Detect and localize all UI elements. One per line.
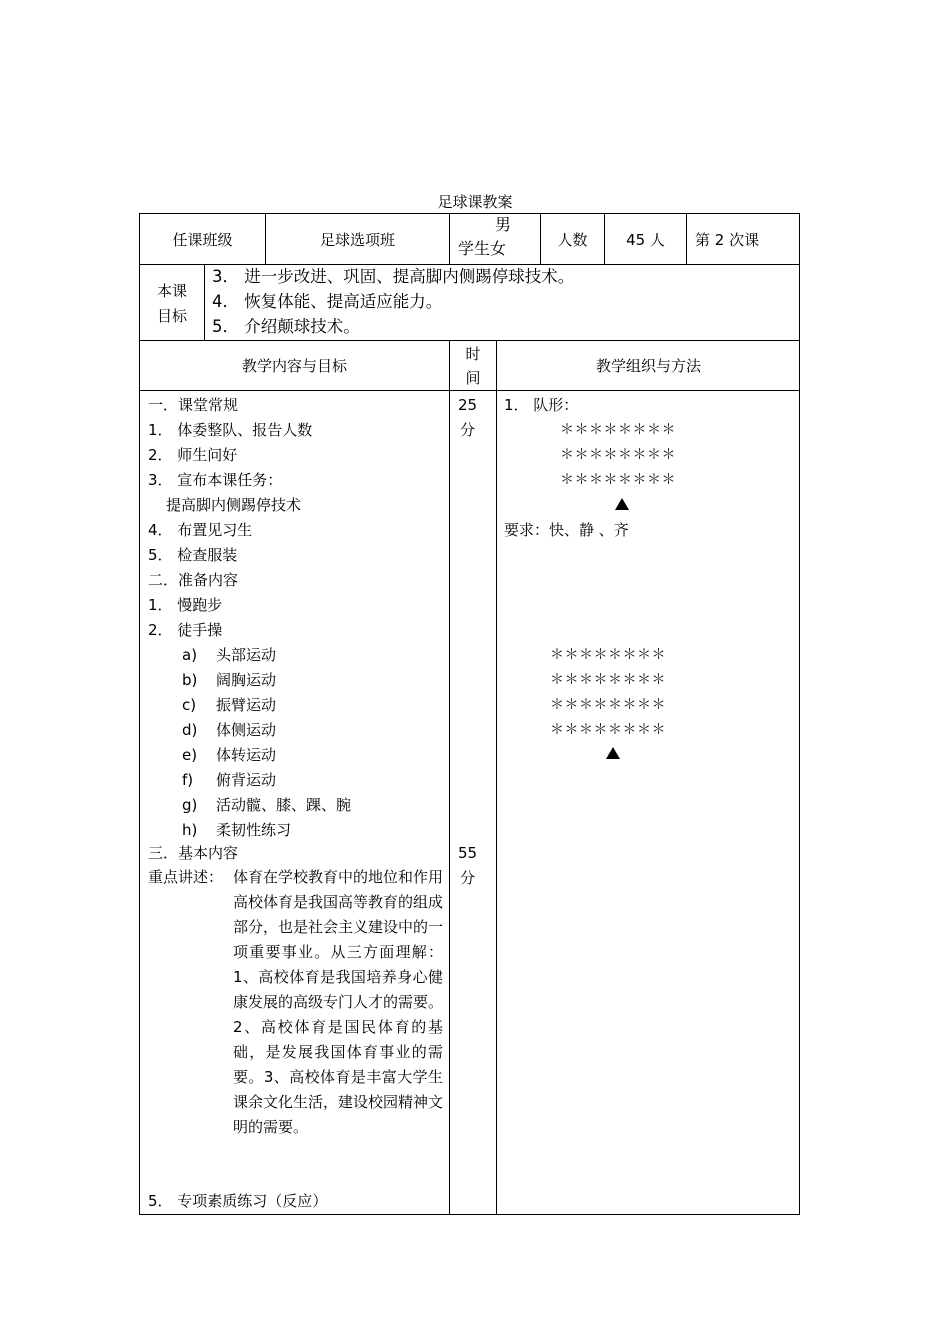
exercise-text: 阔胸运动: [216, 671, 277, 689]
col-divider: [496, 340, 497, 1215]
list-item: 提高脚内侧踢停技术: [166, 496, 302, 514]
section-heading: 二．准备内容: [148, 571, 239, 589]
col-divider: [686, 213, 687, 264]
gender-bottom: 学生女: [458, 239, 507, 258]
list-item: 2． 徒手操: [148, 621, 223, 639]
exercise-letter: d): [182, 721, 198, 739]
exercise-text: 振臂运动: [216, 696, 277, 714]
goal-item: 4． 恢复体能、提高适应能力。: [212, 292, 443, 311]
list-item: 4． 布置见习生: [148, 521, 253, 539]
row-divider: [139, 340, 800, 341]
exercise-letter: e): [182, 746, 198, 764]
lesson-number: 第 2 次课: [695, 231, 760, 249]
formation-row: ＊＊＊＊＊＊＊＊: [550, 672, 666, 688]
exercise-text: 活动髋、膝、踝、腕: [216, 796, 352, 814]
goals-label-1: 本课: [156, 282, 187, 300]
content-column-header: 教学内容与目标: [241, 357, 347, 375]
col-divider: [204, 264, 205, 340]
exercise-letter: a): [182, 646, 198, 664]
list-item: 1． 体委整队、报告人数: [148, 421, 313, 439]
goal-item: 3． 进一步改进、巩固、提高脚内侧踢停球技术。: [212, 267, 575, 286]
list-item: 2． 师生问好: [148, 446, 238, 464]
teacher-marker-icon: [615, 498, 629, 510]
list-item: 5． 专项素质练习（反应）: [148, 1192, 328, 1210]
method-column-header: 教学组织与方法: [595, 357, 701, 375]
time-value: 25: [458, 396, 478, 414]
list-item: 5． 检查服装: [148, 546, 238, 564]
formation-label: 1． 队形：: [504, 396, 579, 414]
list-item: 1． 慢跑步: [148, 596, 223, 614]
exercise-text: 体侧运动: [216, 721, 277, 739]
exercise-letter: f): [182, 771, 194, 789]
class-value: 足球选项班: [319, 231, 395, 249]
col-divider: [449, 340, 450, 1215]
exercise-letter: b): [182, 671, 198, 689]
focus-label: 重点讲述：: [148, 868, 224, 886]
section-heading: 一．课堂常规: [148, 396, 239, 414]
formation-row: ＊＊＊＊＊＊＊＊: [550, 697, 666, 713]
section-heading: 三．基本内容: [148, 844, 239, 862]
count-value: 45 人: [626, 231, 665, 249]
goal-item: 5． 介绍颠球技术。: [212, 317, 360, 336]
exercise-text: 体转运动: [216, 746, 277, 764]
col-divider: [449, 213, 450, 264]
time-header-2: 间: [465, 369, 481, 387]
time-header-1: 时: [465, 345, 481, 363]
time-unit: 分: [460, 869, 476, 887]
focus-paragraph: 体育在学校教育中的地位和作用高校体育是我国高等教育的组成部分，也是社会主义建设中的一项重要事业。从三方面理解：1、高校体育是我国培养身心健康发展的高级专门人才的需要。2、高校体育是国民体育的基础，是发展我国体育事业的需要。3、高校体育是丰富大学生课余文化生活，建设校园精神文明的需要。: [233, 868, 444, 1136]
exercise-letter: g): [182, 796, 198, 814]
exercise-letter: h): [182, 821, 198, 839]
time-value: 55: [458, 844, 478, 862]
class-label: 任课班级: [172, 231, 233, 249]
formation-row: ＊＊＊＊＊＊＊＊: [560, 472, 676, 488]
goals-label-2: 目标: [156, 307, 187, 325]
teacher-marker-icon: [606, 747, 620, 759]
exercise-text: 柔韧性练习: [216, 821, 292, 839]
exercise-text: 头部运动: [216, 646, 277, 664]
time-unit: 分: [460, 421, 476, 439]
formation-row: ＊＊＊＊＊＊＊＊: [560, 422, 676, 438]
exercise-text: 俯背运动: [216, 771, 277, 789]
gender-top: 男: [494, 215, 511, 234]
list-item: 3． 宣布本课任务：: [148, 471, 283, 489]
formation-row: ＊＊＊＊＊＊＊＊: [550, 647, 666, 663]
page-title: 足球课教案: [437, 193, 513, 211]
count-label: 人数: [557, 231, 588, 249]
formation-row: ＊＊＊＊＊＊＊＊: [560, 447, 676, 463]
exercise-letter: c): [182, 696, 197, 714]
formation-row: ＊＊＊＊＊＊＊＊: [550, 722, 666, 738]
requirement-text: 要求：快、静 、齐: [504, 521, 629, 539]
